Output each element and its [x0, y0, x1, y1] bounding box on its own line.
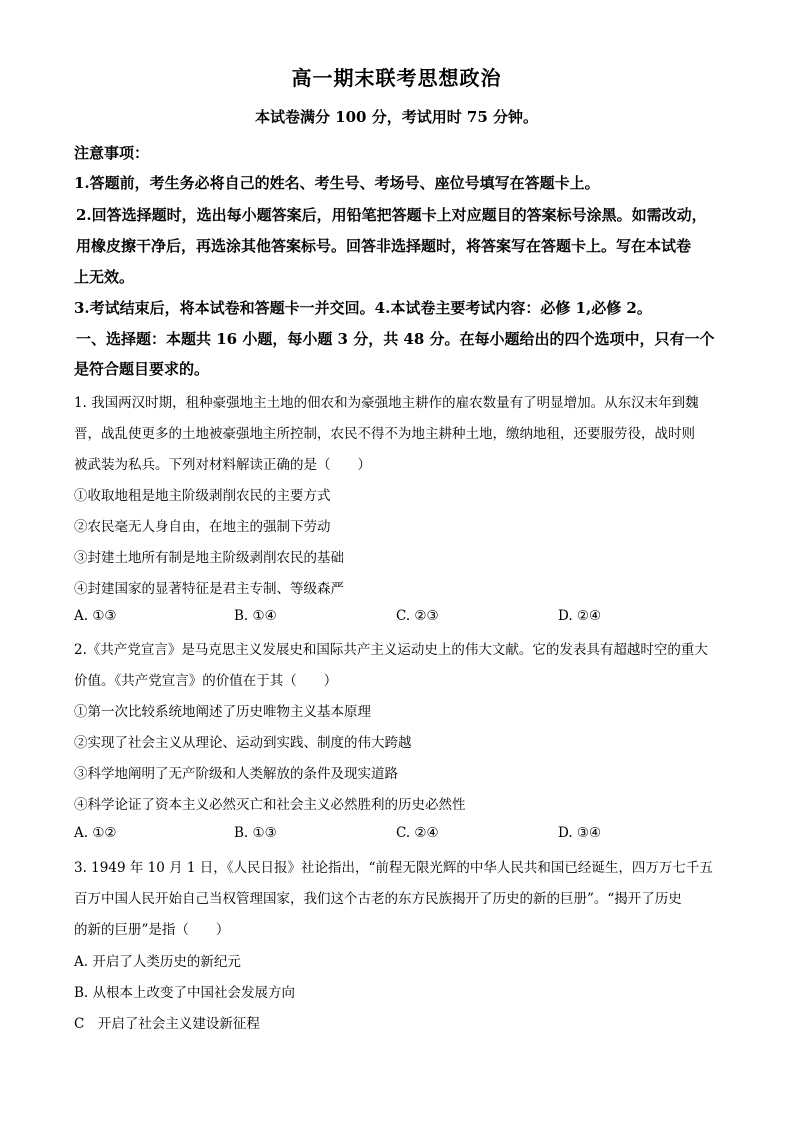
answer-option: D. ②④ — [558, 608, 602, 624]
question-stem: 价值。《共产党宣言》的价值在于其（ ） — [74, 673, 338, 689]
notes-line: 上无效。 — [74, 268, 135, 286]
answer-option: C. ②③ — [396, 608, 439, 624]
statement-item: ①收取地租是地主阶级剥削农民的主要方式 — [74, 488, 331, 504]
answer-option: B. ①④ — [234, 608, 277, 624]
statement-item: ④封建国家的显著特征是君主专制、等级森严 — [74, 581, 344, 597]
notes-line: 3.考试结束后，将本试卷和答题卡一并交回。4.本试卷主要考试内容：必修 1,必修 2。 — [74, 299, 652, 317]
question-stem: 3. 1949 年 10 月 1 日，《人民日报》社论指出，“前程无限光辉的中华人民共和国已经诞生，四万万七千五 — [74, 860, 713, 876]
answer-option: A. ①② — [74, 825, 117, 841]
notes-line: 2.回答选择题时，选出每小题答案后，用铅笔把答题卡上对应题目的答案标号涂黑。如需改动， — [76, 206, 707, 224]
question-stem: 被武装为私兵。下列对材料解读正确的是（ ） — [74, 457, 371, 473]
answer-option: D. ③④ — [558, 825, 602, 841]
answer-option: B. ①③ — [234, 825, 277, 841]
notes-line: 用橡皮擦干净后，再选涂其他答案标号。回答非选择题时，将答案写在答题卡上。写在本试卷 — [76, 237, 692, 255]
statement-item: ②农民毫无人身自由，在地主的强制下劳动 — [74, 519, 331, 535]
answer-option: B. 从根本上改变了中国社会发展方向 — [74, 985, 296, 1001]
answer-option: C. ②④ — [396, 825, 439, 841]
statement-item: ④科学论证了资本主义必然灭亡和社会主义必然胜利的历史必然性 — [74, 797, 466, 813]
answer-option: C 开启了社会主义建设新征程 — [74, 1016, 260, 1032]
exam-info: 本试卷满分 100 分，考试用时 75 分钟。 — [254, 108, 539, 126]
statement-item: ①第一次比较系统地阐述了历史唯物主义基本原理 — [74, 704, 371, 720]
statement-item: ③封建土地所有制是地主阶级剥削农民的基础 — [74, 550, 344, 566]
page-title: 高一期末联考思想政治 — [291, 66, 502, 90]
question-stem: 1. 我国两汉时期，租种豪强地主土地的佃农和为豪强地主耕作的雇农数量有了明显增加。从东汉末年到魏 — [74, 395, 699, 411]
answer-option: A. 开启了人类历史的新纪元 — [74, 954, 241, 970]
section-heading: 一、选择题：本题共 16 小题，每小题 3 分，共 48 分。在每小题给出的四个选项中，只有一个 — [76, 330, 715, 348]
notes-line: 1.答题前，考生务必将自己的姓名、考生号、考场号、座位号填写在答题卡上。 — [74, 174, 600, 192]
statement-item: ②实现了社会主义从理论、运动到实践、制度的伟大跨越 — [74, 735, 412, 751]
question-stem: 百万中国人民开始自己当权管理国家，我们这个古老的东方民族揭开了历史的新的巨册”。“揭开了历史 — [74, 891, 682, 907]
question-stem: 的新的巨册”是指（ ） — [74, 922, 230, 938]
question-stem: 晋，战乱使更多的土地被豪强地主所控制，农民不得不为地主耕种土地，缴纳地租，还要服劳役，战时则 — [74, 426, 695, 442]
section-heading: 是符合题目要求的。 — [74, 360, 210, 378]
answer-option: A. ①③ — [74, 608, 117, 624]
question-stem: 2.《共产党宣言》是马克思主义发展史和国际共产主义运动史上的伟大文献。它的发表具有超越时空的重大 — [74, 642, 708, 658]
notes-heading: 注意事项： — [74, 144, 150, 162]
statement-item: ③科学地阐明了无产阶级和人类解放的条件及现实道路 — [74, 766, 398, 782]
